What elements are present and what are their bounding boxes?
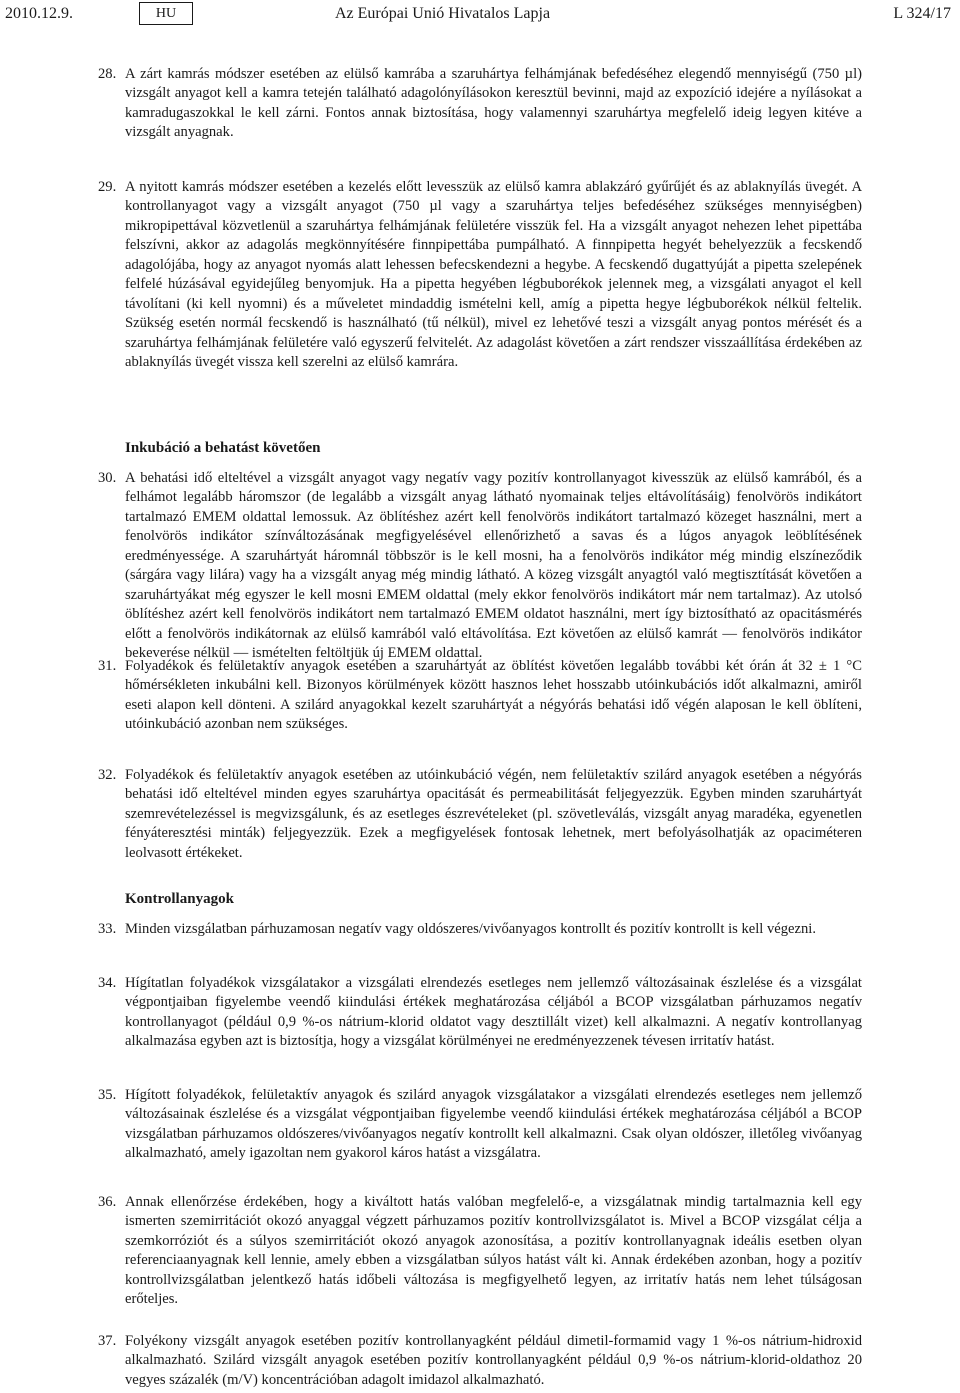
paragraph-number: 30.	[98, 470, 117, 486]
paragraph-number: 35.	[98, 1087, 117, 1103]
section-heading-controls: Kontrollanyagok	[125, 891, 234, 907]
paragraph-text: Hígított folyadékok, felületaktív anyagok és szilárd anyagok vizsgálatakor a vizsgálati elrendezés esetleges nem jellemző változásainak észlelése és a vizsgálat végpontjaiban figyelembe veendő kiindulási értékek meghatározása céljából a BCOP vizsgálatban párhuzamos oldószeres/vivőanyagos negatív kontrollt kell alkalmazni. Csak olyan oldószer, illetőleg vivőanyag alkalmazható, amely igazoltan nem gyakorol káros hatást a vizsgálatra.	[125, 1087, 862, 1162]
journal-title: Az Európai Unió Hivatalos Lapja	[335, 5, 551, 22]
paragraph-number: 29.	[98, 179, 117, 195]
paragraph-number: 33.	[98, 921, 117, 937]
paragraph-number: 32.	[98, 767, 117, 783]
paragraph-text: A nyitott kamrás módszer esetében a kezelés előtt levesszük az elülső kamra ablakzáró gyűrűjét és az ablaknyílás üvegét. A kontrollanyagot vagy a vizsgált anyagot (750 µl vagy a szaruhártya teljes befedéséhez szükséges mennyiségben) mikropipettával közvetlenül a szaruhártya felhámjának felületére visszük fel. Ha a vizsgált anyagot nehezen lehet pipettába felszívni, akkor az adagolás megkönnyítésére finnpipettába pumpálható. A finnpipetta hegyét behelyezzük a fecskendő adagolójába, hogy az anyagot nyomás alatt lehessen befecskendezni a hegybe. A fecskendő dugattyúját a pipetta szelepének felfelé húzásával egyidejűleg benyomjuk. Ha a pipetta hegyében légbuborékok jelennek meg, a vizsgálati anyagot el kell távolítani (ki kell nyomni) és a műveletet mindaddig ismételni kell, amíg a pipetta hegye légbuborékok nélkül feltelik. Szükség esetén normál fecskendő is használható (tű nélkül), mivel ez lehetővé teszi a vizsgált anyag pontos mérését és a szaruhártya felhámjának felületére való egyszerű felvitelét. Az adagolást követően a zárt rendszer visszaállítása érdekében az ablaknyílás üvegét vissza kell szerelni az elülső kamrára.	[125, 179, 862, 371]
page-header	[0, 0, 960, 30]
page-number: L 324/17	[893, 5, 951, 22]
paragraph-number: 36.	[98, 1194, 117, 1210]
paragraph-text: Hígítatlan folyadékok vizsgálatakor a vizsgálati elrendezés esetleges nem jellemző változásainak észlelése és a vizsgálat végpontjaiban figyelembe veendő kiindulási értékek meghatározása céljából a BCOP vizsgálatban párhuzamos negatív kontrollanyagot (például 0,9 %-os nátrium-klorid oldatot vagy desztillált vizet) kell alkalmazni. A negatív kontrollanyag alkalmazása egyben azt is biztosítja, hogy a vizsgálat körülményei ne eredményezzenek tévesen irritatív hatást.	[125, 975, 862, 1050]
section-heading-incubation: Inkubáció a behatást követően	[125, 440, 321, 456]
paragraph-number: 37.	[98, 1333, 117, 1349]
paragraph-number: 34.	[98, 975, 117, 991]
paragraph-text: Folyadékok és felületaktív anyagok esetében a szaruhártyát az öblítést követően legalább további két órán át 32 ± 1 °C hőmérsékleten inkubálni kell. Bizonyos körülmények között hasznos lehet hosszabb utóinkubációs időt alkalmazni, amiről eseti alapon kell dönteni. A szilárd anyagokkal kezelt szaruhártyát a négyórás behatási idő végén alaposan le kell öblíteni, utóinkubáció azonban nem szükséges.	[125, 658, 862, 733]
paragraph-text: Minden vizsgálatban párhuzamosan negatív vagy oldószeres/vivőanyagos kontrollt és pozitív kontrollt is kell végezni.	[125, 921, 817, 937]
publication-date: 2010.12.9.	[5, 5, 73, 22]
language-badge: HU	[139, 2, 193, 25]
paragraph-28	[0, 65, 960, 147]
paragraph-text: A behatási idő elteltével a vizsgált anyagot vagy negatív vagy pozitív kontrollanyagot kivesszük az elülső kamrából, és a felhámot legalább háromszor (de legalább a vizsgált anyag látható nyomainak teljes eltávolításáig) fenolvörös indikátort tartalmazó EMEM oldattal lemossuk. Az öblítéshez azért kell fenolvörös indikátort tartalmazó közeget használni, mert a fenolvörös indikátor színváltozásának megfigyelésével ellenőrizhető a savas és a lúgos anyagok leöblítésének eredményessége. A szaruhártyát háromnál többször is le kell mosni, ha a fenolvörös indikátor még mindig elszíneződik (sárgára vagy lilára) vagy ha a vizsgált anyag még mindig látható. A közeg vizsgált anyagtól való megtisztítását követően a szaruhártyákat még egyszer le kell mosni EMEM oldattal (mely ekkor fenolvörös indikátort már nem tartalmaz). Az utolsó öblítéshez azért kell fenolvörös indikátort nem tartalmazó EMEM oldatot használni, mert így biztosítható az opacitásmérés előtt a fenolvörös indikátornak az elülső kamrából való eltávolítása. Ezt követően az elülső kamrát — fenolvörös indikátor bekeverése nélkül — ismételten feltöltjük új EMEM oldattal.	[125, 470, 862, 662]
paragraph-number: 28.	[98, 66, 117, 82]
paragraph-text: Annak ellenőrzése érdekében, hogy a kiváltott hatás valóban megfelelő-e, a vizsgálatnak mindig tartalmaznia kell egy ismerten szemirritációt okozó anyaggal végzett párhuzamos pozitív kontrollvizsgálatot is. Mivel a BCOP vizsgálat célja a szemkorróziót és a súlyos szemirritációt okozó anyagok azonosítása, a pozitív kontrollanyagnak ideális esetben olyan referenciaanyagnak kell lennie, amely ebben a vizsgálatban súlyos hatást vált ki. Annak érdekében azonban, hogy a pozitív kontrollvizsgálatban jelentkező hatás időbeli változása is megfigyelhető legyen, az irritatív hatás nem lehet túlságosan erőteljes.	[125, 1194, 862, 1308]
paragraph-number: 31.	[98, 658, 117, 674]
paragraph-30	[0, 469, 960, 689]
paragraph-text: A zárt kamrás módszer esetében az elülső kamrába a szaruhártya felhámjának befedéséhez elegendő mennyiségű (750 µl) vizsgált anyagot kell a kamra tetején található adagolónyílásokon keresztül bevinni, majd az expozíció idejére a nyílásokat a kamradugaszokkal le kell zárni. Fontos annak biztosítása, hogy valamennyi szaruhártya megfelelő ideig legyen kitéve a vizsgált anyagnak.	[125, 66, 862, 141]
paragraph-text: Folyékony vizsgált anyagok esetében pozitív kontrollanyagként például dimetil-formamid vagy 1 %-os nátrium-hidroxid alkalmazható. Szilárd vizsgált anyagok esetében pozitív kontrollanyagként például 0,9 %-os nátrium-klorid-oldathoz 20 vegyes százalék (m/V) koncentrációban adagolt imidazol alkalmazható.	[125, 1333, 862, 1388]
paragraph-text: Folyadékok és felületaktív anyagok esetében az utóinkubáció végén, nem felületaktív szilárd anyagok esetében a négyórás behatási idő elteltével minden egyes szaruhártya opacitását és permeabilitását feljegyezzük. Egyben minden szaruhártyát szemrevételezéssel is megvizsgálunk, és az esetleges észrevételeket (pl. szövetleválás, vizsgált anyag maradéka, egyenetlen fényáteresztési minták) feljegyezzük. Ezek a megfigyelések fontosak lehetnek, mert befolyásolhatják az opaciméteren leolvasott értékeket.	[125, 767, 862, 861]
